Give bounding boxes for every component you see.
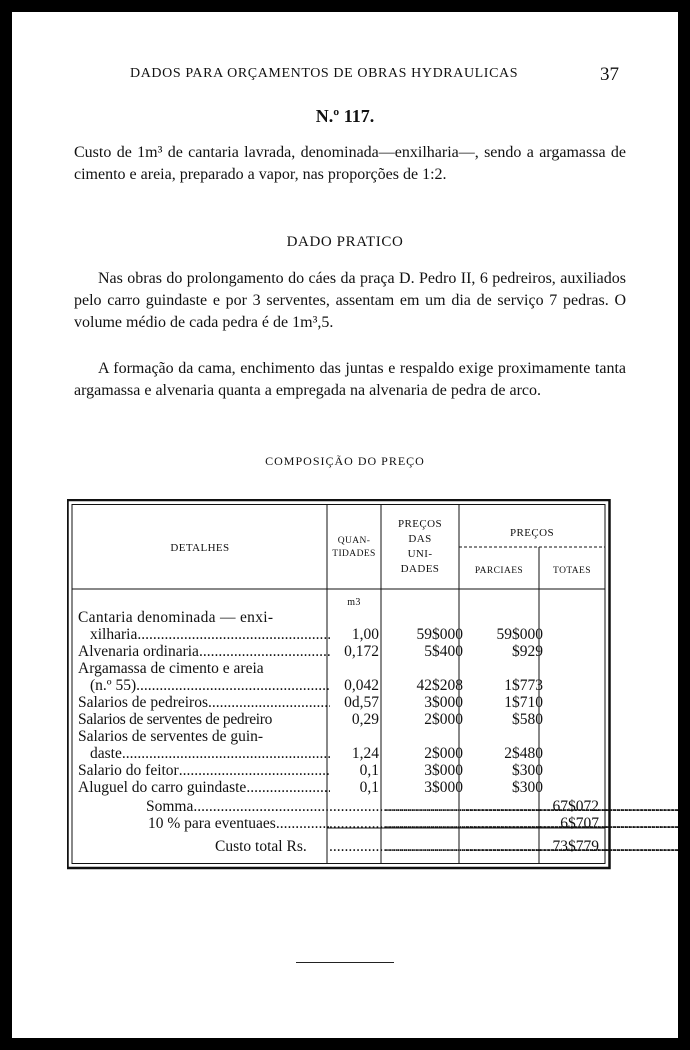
unit-label: m3 <box>347 597 361 608</box>
cell-unit-price: 3$000 <box>424 779 463 796</box>
cell-detail: (n.º 55) <box>90 677 137 694</box>
paragraph-1: Nas obras do prolongamento do cáes da praça D. Pedro II, 6 pedreiros, auxiliados pelo carro guindaste e por 3 serventes, assentam em um dia de serviço 7 pedras. O volume médio de cada pedra é de 1m³,5. <box>74 270 626 331</box>
cell-partial: $300 <box>512 779 543 796</box>
header-quantidades <box>327 535 381 561</box>
somma-label: Somma <box>146 798 194 815</box>
cell-unit-price: 2$000 <box>424 745 463 762</box>
cell-partial: 1$773 <box>504 677 543 694</box>
section-description <box>74 142 626 186</box>
header-pu-line1: PREÇOS <box>398 518 442 530</box>
header-parciaes: PARCIAES <box>474 566 524 576</box>
cell-detail: Argamassa de cimento e areia <box>78 660 264 677</box>
cell-qty: 0,172 <box>344 643 379 660</box>
cell-detail: Salarios de serventes de guin- <box>78 728 264 745</box>
cell-detail: xilharia <box>90 626 138 643</box>
cell-detail: Cantaria denominada — enxi- <box>78 609 274 626</box>
cell-qty: 0d,57 <box>344 694 379 711</box>
price-table <box>67 499 611 871</box>
cell-qty: 1,24 <box>351 745 379 762</box>
header-quantidades-line1: QUAN- <box>337 536 371 546</box>
cell-detail: Alvenaria ordinaria <box>78 643 199 660</box>
cell-detail: Salarios de serventes de pedreiro <box>78 711 273 728</box>
cell-unit-price: 42$208 <box>416 677 463 694</box>
cell-partial: 1$710 <box>504 694 543 711</box>
eventuaes-label: 10 % para eventuaes <box>148 815 276 832</box>
cell-unit-price: 59$000 <box>416 626 463 643</box>
cell-detail: Salario do feitor <box>78 762 179 779</box>
cell-partial: $300 <box>512 762 543 779</box>
cell-partial: 59$000 <box>496 626 543 643</box>
subtitle-dado-pratico: DADO PRATICO <box>286 234 404 250</box>
page-number: 37 <box>600 64 619 85</box>
paragraph-2: A formação da cama, enchimento das juntas e respaldo exige proximamente tanta argamassa e alvenaria quanta a empregada na alvenaria de pedra de arco. <box>74 360 626 399</box>
cell-detail: daste <box>90 745 122 762</box>
section-number: N.º 117. <box>315 106 375 126</box>
cell-partial: 2$480 <box>504 745 543 762</box>
somma-total: 67$072 <box>552 798 599 815</box>
section-description-text: Custo de 1m³ de cantaria lavrada, denominada—enxilharia—, sendo a argamassa de cimento e areia, preparado a vapor, nas proporções de 1:2. <box>74 144 626 183</box>
table-title: COMPOSIÇÃO DO PREÇO <box>265 454 425 468</box>
header-totaes: TOTAES <box>553 566 591 576</box>
header-pu-line2: DAS <box>408 533 432 545</box>
cell-qty: 1,00 <box>351 626 379 643</box>
custo-total-value: 73$779 <box>552 838 599 855</box>
cell-partial: $580 <box>512 711 543 728</box>
custo-total-label: Custo total Rs. <box>215 838 307 855</box>
header-precos-unidades <box>381 517 459 577</box>
closing-rule <box>296 962 394 963</box>
cell-unit-price: 3$000 <box>424 762 463 779</box>
header-pu-line4: DADES <box>400 563 440 575</box>
cell-partial: $929 <box>512 643 543 660</box>
book-page <box>12 12 678 1038</box>
cell-qty: 0,1 <box>359 779 379 796</box>
header-pu-line3: UNI- <box>407 548 433 560</box>
cell-unit-price: 3$000 <box>424 694 463 711</box>
cell-unit-price: 5$400 <box>424 643 463 660</box>
cell-qty: 0,1 <box>359 762 379 779</box>
header-quantidades-line2: TIDADES <box>332 549 376 559</box>
cell-qty: 0,042 <box>344 677 379 694</box>
running-title: DADOS PARA ORÇAMENTOS DE OBRAS HYDRAULICAS <box>130 66 519 81</box>
cell-detail: Aluguel do carro guindaste <box>78 779 247 796</box>
eventuaes-total: 6$707 <box>560 815 599 832</box>
header-precos: PREÇOS <box>510 527 554 539</box>
cell-qty: 0,29 <box>351 711 379 728</box>
header-detalhes: DETALHES <box>170 542 230 554</box>
cell-unit-price: 2$000 <box>424 711 463 728</box>
cell-detail: Salarios de pedreiros <box>78 694 208 711</box>
